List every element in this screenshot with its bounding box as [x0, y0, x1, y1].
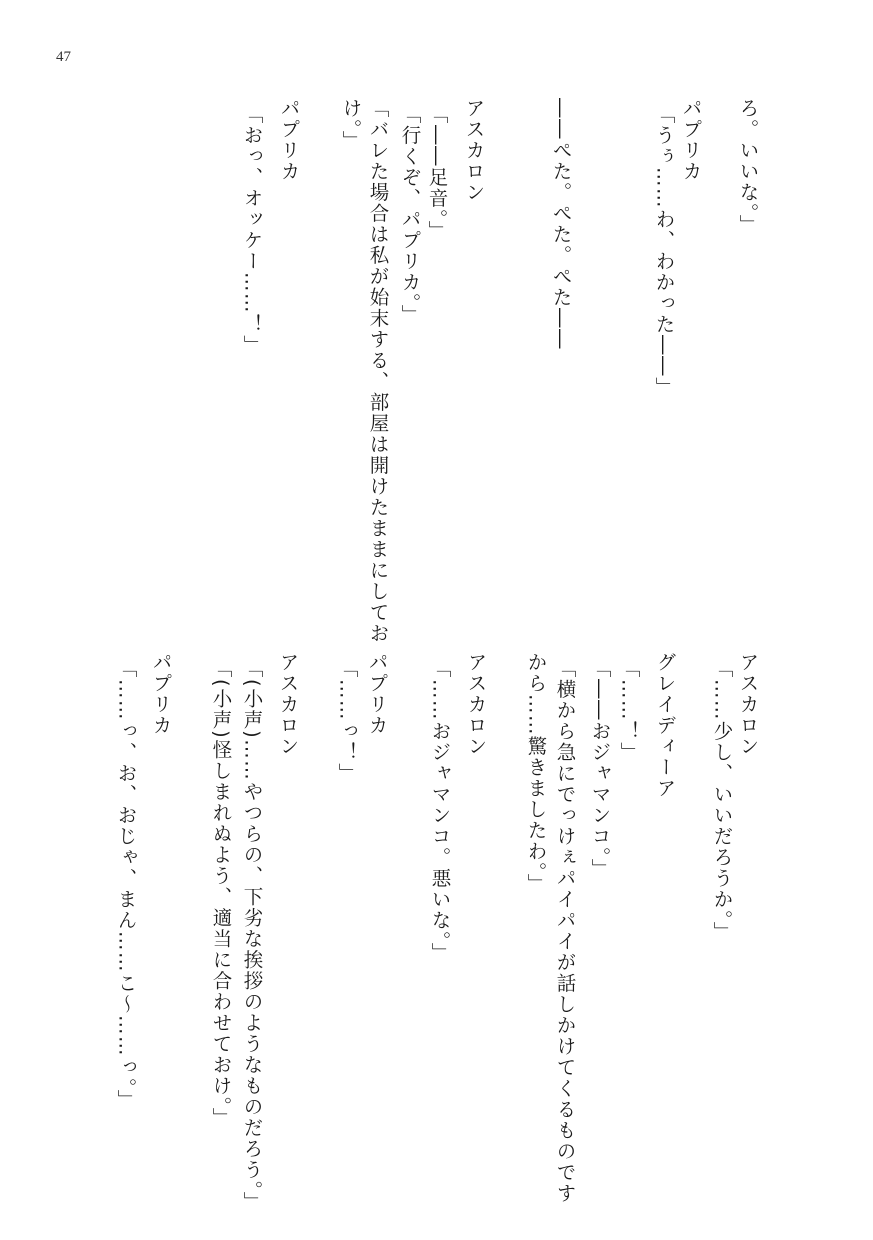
dialogue-line: 「うぅ……わ、わかった――」 — [652, 104, 676, 398]
narration-line: ――ぺた。ぺた。ぺた―― — [549, 98, 573, 350]
upper-text-column: ろ。いいな。」 — [736, 98, 760, 236]
dialogue-line: 「横から急にでっけぇパイパイが話しかけてくるものです — [553, 658, 577, 1204]
speaker-name: グレイディーア — [653, 652, 677, 799]
dialogue-line: 「おっ、オッケー……！」 — [240, 104, 264, 356]
dialogue-line: 「バレた場合は私が始末する、部屋は開けたままにしてお — [366, 98, 390, 644]
speaker-name: パプリカ — [277, 98, 301, 182]
dialogue-line: 「……っ！」 — [335, 658, 359, 784]
dialogue-line: 「……っ、お、おじゃ、まん……こ～……っ。」 — [114, 658, 138, 1111]
speaker-name: パプリカ — [149, 652, 173, 736]
dialogue-line: 「(小声)怪しまれぬよう、適当に合わせておけ。」 — [209, 658, 233, 1129]
speaker-name: パプリカ — [679, 98, 703, 182]
page-number: 47 — [56, 49, 71, 65]
dialogue-line: 「――おジャマンコ。」 — [588, 658, 612, 880]
speaker-name: アスカロン — [462, 98, 486, 203]
dialogue-line: 「……おジャマンコ。悪いな。」 — [428, 658, 452, 964]
speaker-name: アスカロン — [736, 652, 760, 757]
speaker-name: アスカロン — [276, 652, 300, 757]
dialogue-line: 「(小声)……やつらの、下劣な挨拶のようなものだろう。」 — [240, 658, 264, 1213]
dialogue-line: 「……！」 — [617, 658, 641, 763]
speaker-name: パプリカ — [365, 652, 389, 736]
dialogue-line-continuation: け。」 — [339, 98, 363, 152]
dialogue-line-continuation: から……驚きましたわ。」 — [524, 652, 548, 895]
dialogue-line: 「……少し、いいだろうか。」 — [710, 658, 734, 943]
speaker-name: アスカロン — [464, 652, 488, 757]
dialogue-line: 「行くぞ、パプリカ。」 — [398, 104, 422, 326]
dialogue-line: 「――足音。」 — [425, 104, 449, 242]
